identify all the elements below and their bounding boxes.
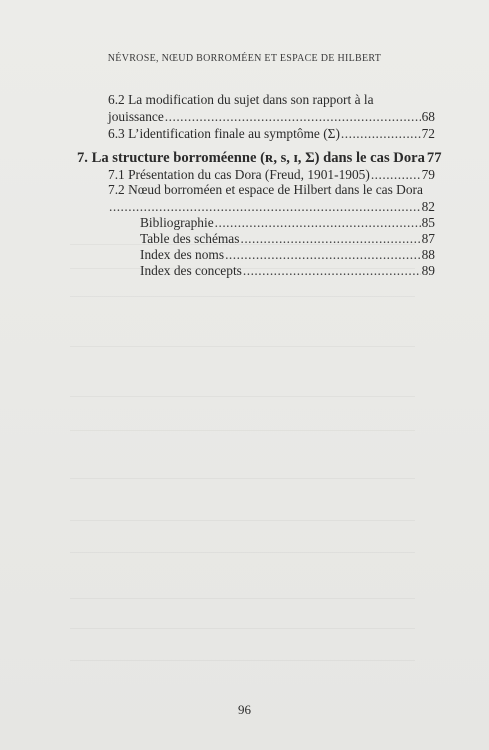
toc-page-number: 79 — [421, 167, 435, 182]
running-header: NÉVROSE, NŒUD BORROMÉEN ET ESPACE DE HILBERT — [107, 53, 382, 64]
toc-page-number: 77 — [426, 150, 442, 166]
toc-entry-index-des-concepts[interactable] — [140, 263, 435, 279]
toc-chapter-7[interactable] — [77, 150, 442, 166]
toc-page-number: 68 — [421, 109, 435, 124]
show-through-line — [70, 660, 415, 661]
toc-page-number: 88 — [421, 247, 435, 262]
show-through-line — [70, 430, 415, 431]
toc-entry-6-2-line1: 6.2 La modification du sujet dans son rapport à la — [108, 92, 374, 107]
leader-dots — [225, 247, 421, 263]
toc-entry-bibliographie[interactable] — [140, 215, 435, 231]
toc-entry-label: jouissance — [108, 109, 164, 124]
leader-dots — [240, 231, 420, 247]
toc-page-number: 85 — [421, 215, 435, 230]
toc-entry-7-2[interactable] — [108, 199, 435, 215]
leader-dots — [371, 167, 421, 183]
show-through-line — [70, 396, 415, 397]
toc-entry-label: Index des concepts — [140, 263, 242, 278]
toc-page-number: 89 — [421, 263, 435, 278]
toc-entry-7-2-line1: 7.2 Nœud borroméen et espace de Hilbert dans le cas Dora — [108, 182, 423, 197]
show-through-line — [70, 296, 415, 297]
toc-page-number: 82 — [421, 199, 435, 214]
leader-dots — [165, 109, 421, 125]
toc-page-number: 87 — [421, 231, 435, 246]
show-through-line — [70, 628, 415, 629]
toc-entry-6-3[interactable] — [108, 126, 435, 142]
toc-entry-label: Table des schémas — [140, 231, 240, 246]
page-number: 96 — [238, 702, 251, 717]
leader-dots — [341, 126, 421, 142]
toc-entry-7-1[interactable] — [108, 167, 435, 183]
toc-entry-label: 7.1 Présentation du cas Dora (Freud, 1901-1905) — [108, 167, 370, 182]
toc-entry-6-2[interactable] — [108, 109, 435, 125]
toc-entry-label: Bibliographie — [140, 215, 214, 230]
toc-entry-index-des-noms[interactable] — [140, 247, 435, 263]
show-through-line — [70, 552, 415, 553]
leader-dots — [243, 263, 421, 279]
show-through-line — [70, 598, 415, 599]
leader-dots — [109, 199, 421, 215]
toc-chapter-label: 7. La structure borroméenne (ʀ, s, ɪ, Σ) dans le cas Dora — [77, 150, 425, 166]
toc-entry-label: Index des noms — [140, 247, 225, 262]
toc-page-number: 72 — [421, 126, 435, 141]
show-through-line — [70, 346, 415, 347]
leader-dots — [215, 215, 421, 231]
show-through-line — [70, 520, 415, 521]
show-through-line — [70, 478, 415, 479]
toc-entry-table-des-schemas[interactable] — [140, 231, 435, 247]
toc-entry-label: 6.3 L’identification finale au symptôme (Σ) — [108, 126, 340, 141]
